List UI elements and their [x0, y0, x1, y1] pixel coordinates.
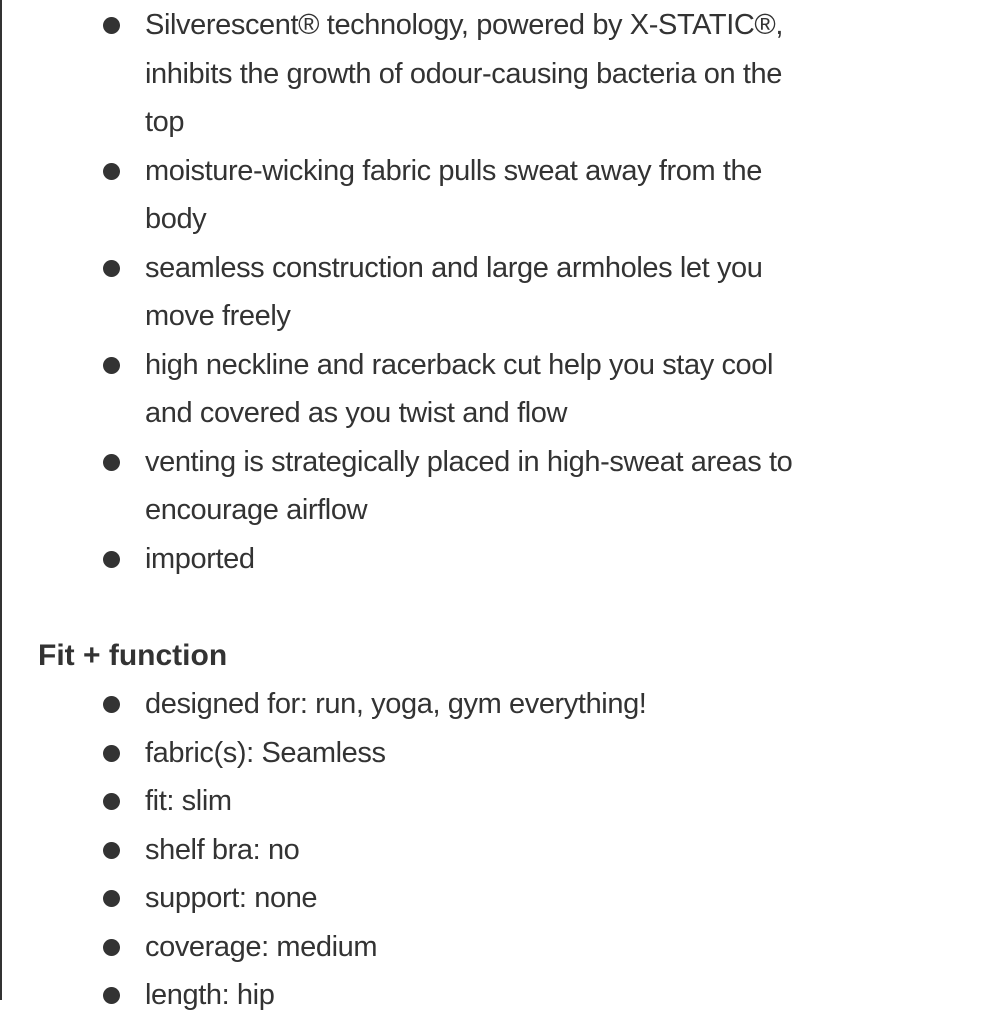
list-item-text: body [145, 203, 207, 235]
list-item-text: move freely [145, 300, 291, 332]
list-item [0, 680, 1000, 729]
fit-function-list [0, 680, 1000, 1020]
section-heading-fit-function: Fit + function [38, 638, 228, 672]
bullet-icon [103, 793, 120, 810]
list-item-text: Silverescent® technology, powered by X-STATIC®, [145, 9, 784, 41]
list-item-text: inhibits the growth of odour-causing bacteria on the [145, 57, 782, 90]
bullet-icon [103, 745, 120, 762]
bullet-icon [103, 696, 120, 713]
bullet-icon [103, 260, 120, 277]
list-item-text: length: hip [145, 979, 275, 1011]
list-item-text: seamless construction and large armholes let you [145, 251, 763, 284]
list-item-text: top [145, 106, 185, 138]
list-item [0, 729, 1000, 778]
list-item-text: high neckline and racerback cut help you stay cool [145, 348, 774, 381]
list-item [0, 1, 1000, 147]
bullet-icon [103, 357, 120, 374]
list-item-text: encourage airflow [145, 494, 368, 526]
list-item [0, 244, 1000, 341]
list-item-text: fabric(s): Seamless [145, 736, 386, 769]
bullet-icon [103, 163, 120, 180]
bullet-icon [103, 551, 120, 568]
list-item [0, 341, 1000, 438]
list-item [0, 826, 1000, 875]
list-item-text: imported [145, 542, 255, 575]
list-item-text: coverage: medium [145, 930, 378, 963]
list-item-text: designed for: run, yoga, gym everything! [145, 688, 647, 720]
list-item-text: venting is strategically placed in high-sweat areas to [145, 445, 793, 478]
list-item [0, 535, 1000, 584]
list-item [0, 147, 1000, 244]
product-details [0, 1, 1000, 1020]
bullet-icon [103, 890, 120, 907]
list-item-text: and covered as you twist and flow [145, 397, 568, 429]
bullet-icon [103, 842, 120, 859]
list-item [0, 971, 1000, 1020]
list-item-text: shelf bra: no [145, 833, 300, 866]
list-item [0, 438, 1000, 535]
features-list [0, 1, 1000, 583]
bullet-icon [103, 17, 120, 34]
bullet-icon [103, 454, 120, 471]
list-item-text: support: none [145, 882, 318, 914]
list-item [0, 874, 1000, 923]
bullet-icon [103, 939, 120, 956]
list-item-text: moisture-wicking fabric pulls sweat away from the [145, 154, 763, 187]
bullet-icon [103, 987, 120, 1004]
list-item [0, 777, 1000, 826]
list-item-text: fit: slim [145, 785, 232, 817]
list-item [0, 923, 1000, 972]
